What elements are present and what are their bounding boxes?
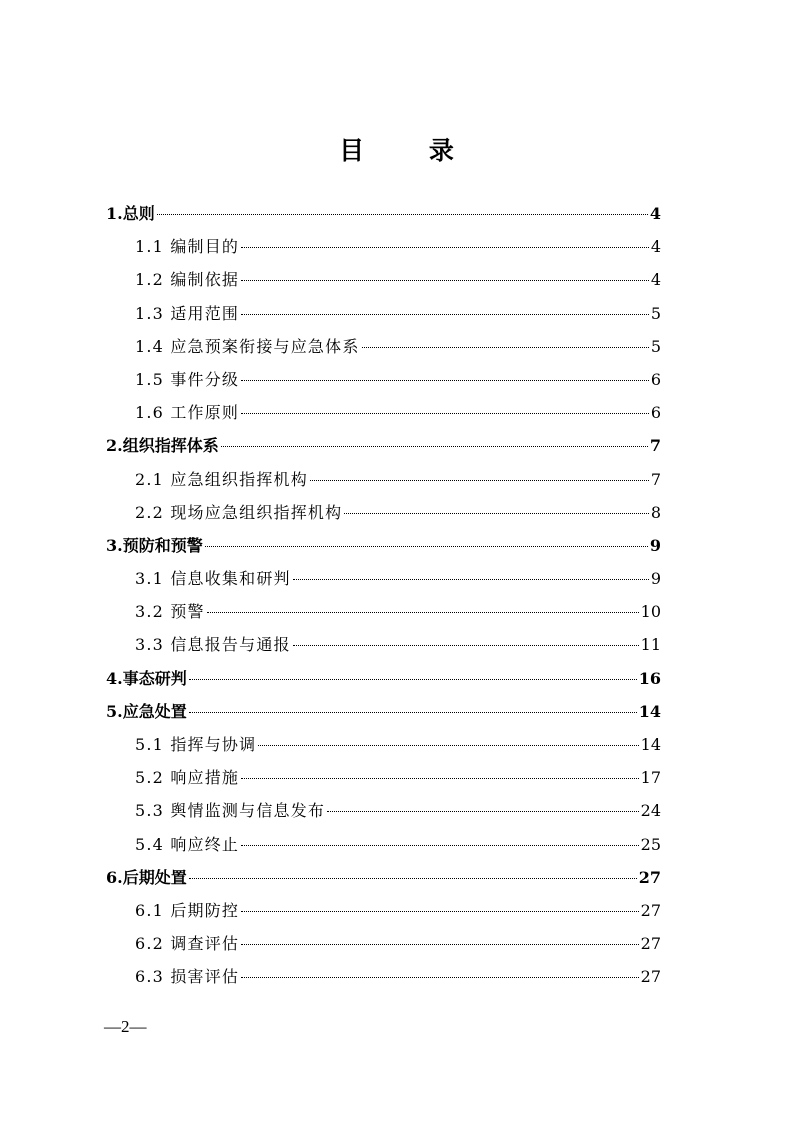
toc-section-entry[interactable] <box>106 828 661 861</box>
toc-section-entry[interactable] <box>106 960 661 993</box>
toc-entry-page: 7 <box>649 436 661 456</box>
toc-entry-page: 27 <box>640 900 661 920</box>
toc-entry-label: 3.预防和预警 <box>106 535 203 555</box>
toc-entry-label: 5.应急处置 <box>106 701 187 721</box>
toc-dot-leader <box>241 314 649 315</box>
toc-section-entry[interactable] <box>106 562 661 595</box>
toc-entry-page: 16 <box>638 668 661 688</box>
toc-chapter-entry[interactable] <box>106 529 661 562</box>
toc-dot-leader <box>293 645 639 646</box>
toc-dot-leader <box>189 712 637 713</box>
toc-entry-page: 7 <box>650 469 661 489</box>
toc-entry-label: 6.2 调查评估 <box>135 934 240 954</box>
toc-entry-page: 17 <box>640 768 661 788</box>
toc-dot-leader <box>205 546 648 547</box>
toc-entry-label: 3.3 信息报告与通报 <box>135 635 291 655</box>
toc-entry-page: 14 <box>638 701 661 721</box>
toc-dot-leader <box>241 944 639 945</box>
toc-entry-label: 6.后期处置 <box>106 867 187 887</box>
toc-section-entry[interactable] <box>106 794 661 827</box>
toc-dot-leader <box>241 413 649 414</box>
toc-chapter-entry[interactable] <box>106 197 661 230</box>
toc-section-entry[interactable] <box>106 297 661 330</box>
toc-entry-page: 25 <box>640 834 661 854</box>
toc-dot-leader <box>241 247 649 248</box>
page-number: —2— <box>104 1017 147 1036</box>
toc-entry-page: 5 <box>650 303 661 323</box>
toc-entry-label: 1.5 事件分级 <box>135 369 240 389</box>
toc-entry-page: 8 <box>650 502 661 522</box>
toc-section-entry[interactable] <box>106 628 661 661</box>
page-title: 目 录 <box>339 136 482 165</box>
toc-chapter-entry[interactable] <box>106 861 661 894</box>
toc-entry-page: 9 <box>649 535 661 555</box>
toc-dot-leader <box>221 446 648 447</box>
toc-entry-label: 1.总则 <box>106 204 155 223</box>
toc-dot-leader <box>241 977 639 978</box>
toc-entry-label: 5.4 响应终止 <box>135 834 240 854</box>
toc-entry-label: 2.组织指挥体系 <box>106 436 219 456</box>
toc-entry-page: 24 <box>640 801 661 821</box>
table-of-contents <box>106 197 661 994</box>
toc-dot-leader <box>293 579 649 580</box>
toc-entry-page: 4 <box>649 204 661 223</box>
toc-chapter-entry[interactable] <box>106 429 661 462</box>
toc-entry-label: 1.2 编制依据 <box>135 270 240 290</box>
toc-section-entry[interactable] <box>106 927 661 960</box>
toc-dot-leader <box>241 280 649 281</box>
toc-entry-label: 2.1 应急组织指挥机构 <box>135 469 308 489</box>
toc-entry-label: 3.2 预警 <box>135 602 205 622</box>
toc-entry-label: 3.1 信息收集和研判 <box>135 569 291 589</box>
toc-entry-label: 1.4 应急预案衔接与应急体系 <box>135 336 360 356</box>
toc-entry-label: 6.3 损害评估 <box>135 967 240 987</box>
toc-entry-label: 5.3 舆情监测与信息发布 <box>135 801 326 821</box>
toc-entry-label: 1.6 工作原则 <box>135 403 240 423</box>
toc-entry-label: 1.1 编制目的 <box>135 237 240 257</box>
toc-section-entry[interactable] <box>106 263 661 296</box>
toc-chapter-entry[interactable] <box>106 695 661 728</box>
toc-entry-label: 2.2 现场应急组织指挥机构 <box>135 502 343 522</box>
toc-dot-leader <box>344 513 648 514</box>
toc-entry-page: 10 <box>640 602 661 622</box>
toc-entry-page: 14 <box>640 735 661 754</box>
toc-section-entry[interactable] <box>106 496 661 529</box>
toc-entry-page: 4 <box>650 237 661 257</box>
toc-dot-leader <box>310 480 649 481</box>
toc-entry-page: 6 <box>650 369 661 389</box>
toc-section-entry[interactable] <box>106 761 661 794</box>
toc-chapter-entry[interactable] <box>106 662 661 695</box>
toc-entry-page: 27 <box>640 934 661 954</box>
toc-entry-page: 27 <box>640 967 661 987</box>
toc-dot-leader <box>241 778 639 779</box>
toc-entry-page: 9 <box>650 569 661 589</box>
toc-entry-label: 6.1 后期防控 <box>135 900 240 920</box>
toc-section-entry[interactable] <box>106 330 661 363</box>
toc-section-entry[interactable] <box>106 230 661 263</box>
toc-section-entry[interactable] <box>106 728 661 761</box>
toc-dot-leader <box>207 612 639 613</box>
toc-entry-page: 27 <box>638 867 661 887</box>
toc-section-entry[interactable] <box>106 363 661 396</box>
toc-section-entry[interactable] <box>106 463 661 496</box>
toc-section-entry[interactable] <box>106 396 661 429</box>
toc-dot-leader <box>327 811 639 812</box>
toc-dot-leader <box>258 745 638 746</box>
toc-entry-page: 4 <box>650 270 661 290</box>
toc-dot-leader <box>241 911 639 912</box>
toc-entry-label: 5.1 指挥与协调 <box>135 735 257 754</box>
toc-entry-label: 5.2 响应措施 <box>135 768 240 788</box>
toc-entry-page: 5 <box>650 336 661 356</box>
toc-section-entry[interactable] <box>106 894 661 927</box>
toc-entry-page: 11 <box>640 635 661 655</box>
toc-entry-page: 6 <box>650 403 661 423</box>
toc-dot-leader <box>362 347 649 348</box>
toc-dot-leader <box>157 214 648 215</box>
toc-dot-leader <box>241 380 649 381</box>
toc-entry-label: 4.事态研判 <box>106 668 187 688</box>
toc-section-entry[interactable] <box>106 595 661 628</box>
toc-dot-leader <box>189 878 637 879</box>
toc-entry-label: 1.3 适用范围 <box>135 303 240 323</box>
toc-dot-leader <box>241 845 639 846</box>
toc-dot-leader <box>189 679 637 680</box>
